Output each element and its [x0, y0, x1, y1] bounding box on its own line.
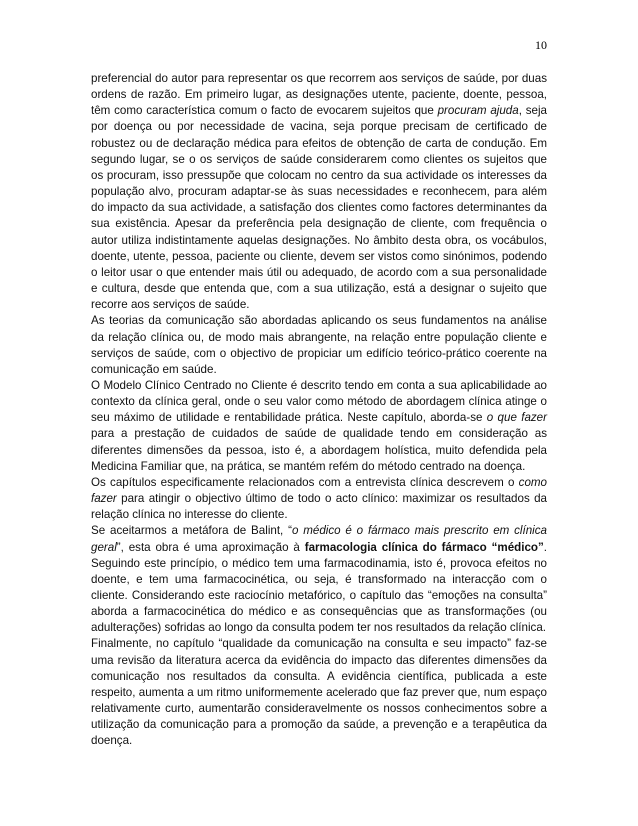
paragraph-5-bold: farmacologia clínica do fármaco “médico”: [304, 540, 544, 554]
paragraph-3-text-a: O Modelo Clínico Centrado no Cliente é descrito tendo em conta a sua aplicabilidade ao contexto da clínica geral, onde o seu valor como método de abordagem clínica atinge o seu máximo de utilidade e rentabilidade prática. Neste capítulo, aborda-se: [91, 378, 547, 425]
paragraph-6-text-a: Finalmente, no capítulo “qualidade da comunicação na consulta e seu impacto” faz-se uma revisão da literatura acerca da evidência do impacto das diferentes dimensões da comunicação nos resultados da consulta. A evidência científica, publicada a este respeito, aumenta a um ritmo uniformemente acelerado que faz prever que, num espaço relativamente curto, aumentarão consideravelmente os nossos conhecimentos sobre a utilização da comunicação para a promoção da saúde, a prevenção e a terapêutica da doença.: [91, 637, 547, 748]
paragraph-5: [91, 523, 547, 636]
paragraph-5-italic: o médico é o fármaco mais prescrito em clínica geral: [91, 524, 547, 554]
paragraph-1-text-b: , seja por doença ou por necessidade de vacina, seja porque precisam de certificado de robustez ou de declaração médica para efeitos de obtenção de carta de condução. Em segundo lugar, se o os serviços de saúde considerarem como clientes os sujeitos que os procuram, isso pressupõe que colocam no centro da sua actividade os interesses da população alvo, procuram adaptar-se às suas necessidades e reconhecem, para além do impacto da sua actividade, a satisfação dos clientes como factores determinantes da sua existência. Apesar da preferência pela designação de cliente, com frequência o autor utiliza indistintamente aquelas designações. No âmbito desta obra, os vocábulos, doente, utente, pessoa, paciente ou cliente, devem ser vistos como sinónimos, podendo o leitor usar o que entender mais útil ou adequado, de acordo com a sua personalidade e cultura, desde que entenda que, com a sua utilização, está a designar o sujeito que recorre aos serviços de saúde.: [91, 104, 547, 312]
paragraph-1-text-a: preferencial do autor para representar os que recorrem aos serviços de saúde, por duas ordens de razão. Em primeiro lugar, as designações utente, paciente, doente, pessoa, têm como característica comum o facto de evocarem sujeitos que: [91, 72, 547, 118]
paragraph-6: [91, 636, 547, 749]
paragraph-1: [91, 71, 547, 313]
paragraph-4: [91, 475, 547, 523]
page-number: 10: [535, 38, 547, 52]
paragraph-1-italic: procuram ajuda: [437, 104, 519, 118]
paragraph-5-text-b: ”, esta obra é uma aproximação à: [116, 540, 305, 554]
paragraph-4-text-b: para atingir o objectivo último de todo o acto clínico: maximizar os resultados da relação clínica no interesse do cliente.: [91, 492, 547, 522]
paragraph-3-text-b: para a prestação de cuidados de saúde de qualidade tendo em consideração as diferentes dimensões da pessoa, isto é, a abordagem holística, muito defendida pela Medicina Familiar que, na prática, se mantém refém do método centrado na doença.: [91, 427, 547, 473]
paragraph-4-italic: como fazer: [91, 475, 547, 506]
paragraph-3: [91, 378, 547, 475]
paragraph-5-text-c: . Seguindo este princípio, o médico tem uma farmacodinamia, isto é, provoca efeitos no doente, e tem uma farmacocinética, ou seja, é transformado na interacção com o cliente. Considerando este raciocínio metafórico, o capítulo das “emoções na consulta” aborda a farmacocinética do médico e as consequências que as transformações (ou adulterações) sofridas ao longo da consulta podem ter nos resultados da relação clínica.: [91, 540, 548, 635]
body-text: [91, 71, 547, 750]
paragraph-4-text-a: Os capítulos especificamente relacionados com a entrevista clínica descrevem o: [91, 475, 519, 489]
paragraph-3-italic: o que fazer: [486, 411, 547, 425]
paragraph-2: As teorias da comunicação são abordadas aplicando os seus fundamentos na análise da relação clínica ou, de modo mais abrangente, na relação entre população cliente e serviços de saúde, com o objectivo de propiciar um edifício teórico-prático coerente na comunicação em saúde.: [91, 314, 547, 376]
paragraph-5-text-a: Se aceitarmos a metáfora de Balint, “: [91, 524, 292, 538]
